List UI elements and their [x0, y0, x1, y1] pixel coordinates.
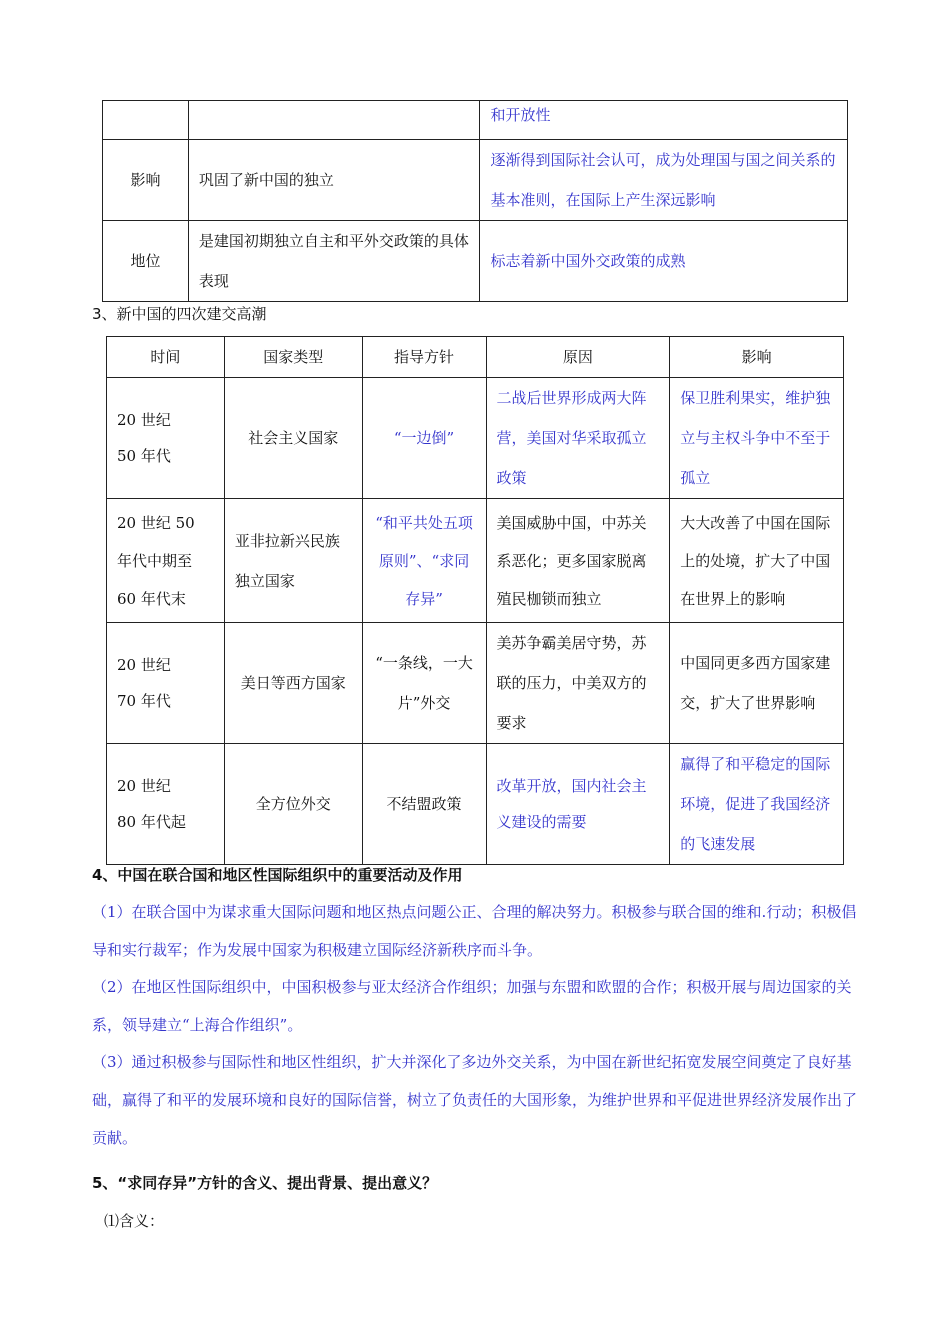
cell-type: 亚非拉新兴民族独立国家: [224, 499, 362, 623]
table-cell: 是建国初期独立自主和平外交政策的具体表现: [188, 221, 480, 302]
row-label-influence: 影响: [103, 140, 189, 221]
section-4-title: 4、中国在联合国和地区性国际组织中的重要活动及作用: [92, 866, 463, 884]
table-header-row: [107, 337, 844, 378]
cell-policy: 不结盟政策: [362, 744, 486, 865]
table-diplomatic-waves: [106, 336, 844, 865]
cell-reason: 美国威胁中国，中苏关系恶化；更多国家脱离殖民枷锁而独立: [486, 499, 670, 623]
header-policy: 指导方针: [362, 337, 486, 378]
cell-policy: “一条线，一大片”外交: [362, 623, 486, 744]
table-cell: 巩固了新中国的独立: [188, 140, 480, 221]
paragraph-regional-orgs: （2）在地区性国际组织中，中国积极参与亚太经济合作组织；加强与东盟和欧盟的合作；积极开展与周边国家的关系，领导建立“上海合作组织”。: [92, 978, 852, 1034]
cell-impact: 大大改善了中国在国际上的处境，扩大了中国在世界上的影响: [670, 499, 844, 623]
table-cell: [103, 101, 189, 140]
section-5-item-meaning: ⑴含义：: [104, 1212, 165, 1230]
section-3-title: 3、新中国的四次建交高潮: [92, 305, 267, 323]
section-5-title: 5、“求同存异”方针的含义、提出背景、提出意义？: [92, 1174, 438, 1192]
table-cell: 和开放性: [480, 101, 848, 140]
row-label-status: 地位: [103, 221, 189, 302]
table-row: [103, 101, 848, 140]
table-five-principles-continued: [102, 100, 848, 302]
header-time: 时间: [107, 337, 225, 378]
cell-time: 20 世纪 50 年代: [107, 378, 225, 499]
cell-impact: 赢得了和平稳定的国际环境，促进了我国经济的飞速发展: [670, 744, 844, 865]
table-row: [103, 221, 848, 302]
cell-impact: 中国同更多西方国家建交，扩大了世界影响: [670, 623, 844, 744]
cell-type: 全方位外交: [224, 744, 362, 865]
cell-policy: “和平共处五项原则”、“求同存异”: [362, 499, 486, 623]
cell-time: 20 世纪 70 年代: [107, 623, 225, 744]
table-row: [107, 499, 844, 623]
paragraph-significance: （3）通过积极参与国际性和地区性组织，扩大并深化了多边外交关系，为中国在新世纪拓宽发展空间奠定了良好基础，赢得了和平的发展环境和良好的国际信誉，树立了负责任的大国形象，为维护世界和平促进世界经济发展作出了贡献。: [92, 1053, 858, 1147]
table-cell: [188, 101, 480, 140]
cell-reason: 美苏争霸美居守势，苏联的压力，中美双方的要求: [486, 623, 670, 744]
table-row: [107, 378, 844, 499]
table-row: [107, 744, 844, 865]
paragraph-un-role: （1）在联合国中为谋求重大国际问题和地区热点问题公正、合理的解决努力。积极参与联合国的维和.行动；积极倡导和实行裁军；作为发展中国家为积极建立国际经济新秩序而斗争。: [92, 903, 857, 959]
cell-policy: “一边倒”: [362, 378, 486, 499]
cell-impact: 保卫胜利果实，维护独立与主权斗争中不至于孤立: [670, 378, 844, 499]
cell-type: 美日等西方国家: [224, 623, 362, 744]
table-row: [107, 623, 844, 744]
header-reason: 原因: [486, 337, 670, 378]
cell-reason: 二战后世界形成两大阵营，美国对华采取孤立政策: [486, 378, 670, 499]
header-impact: 影响: [670, 337, 844, 378]
cell-reason: 改革开放，国内社会主义建设的需要: [486, 744, 670, 865]
header-country-type: 国家类型: [224, 337, 362, 378]
cell-time: 20 世纪 80 年代起: [107, 744, 225, 865]
table-row: [103, 140, 848, 221]
cell-type: 社会主义国家: [224, 378, 362, 499]
table-cell: 标志着新中国外交政策的成熟: [480, 221, 848, 302]
table-cell: 逐渐得到国际社会认可，成为处理国与国之间关系的基本准则，在国际上产生深远影响: [480, 140, 848, 221]
cell-time: 20 世纪 50 年代中期至 60 年代末: [107, 499, 225, 623]
